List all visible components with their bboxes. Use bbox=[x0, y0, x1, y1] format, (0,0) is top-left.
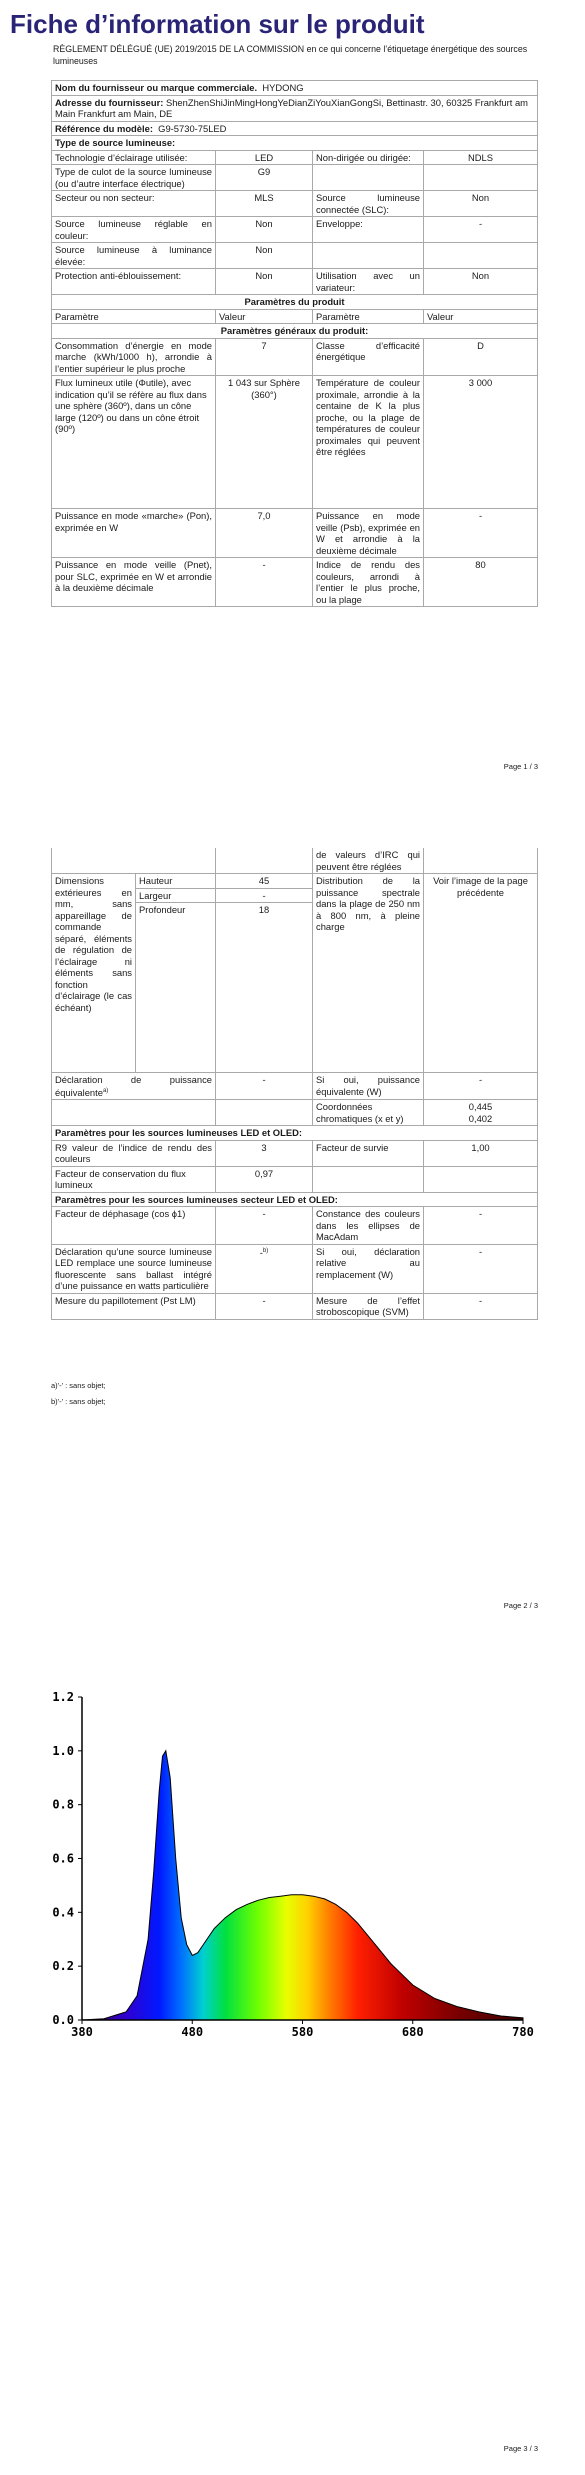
params-column-header-row bbox=[52, 309, 538, 324]
x-tick-label: 380 bbox=[71, 2025, 93, 2039]
chromaticity-x-value: 0,445 bbox=[468, 1101, 493, 1113]
technology-label: Technologie d’éclairage utilisée: bbox=[52, 150, 216, 165]
dimensions-row bbox=[52, 874, 538, 889]
supplier-name-row bbox=[52, 81, 538, 96]
cap-type-value: G9 bbox=[216, 165, 313, 191]
param-row bbox=[52, 1073, 538, 1100]
page-number-3: Page 3 / 3 bbox=[503, 2444, 538, 2453]
color-consistency-label: Constance des couleurs dans les ellipses de MacAdam bbox=[313, 1207, 424, 1245]
stroboscopic-value: - bbox=[424, 1293, 538, 1319]
param-row bbox=[52, 338, 538, 376]
cct-label: Température de couleur proximale, arrondie à la centaine de K la plus proche, ou la plage de températures de couleur proximales qui peuvent être réglées bbox=[313, 376, 424, 509]
envelope-value: - bbox=[424, 217, 538, 243]
y-tick-label: 0.6 bbox=[52, 1851, 74, 1866]
param-row bbox=[52, 1140, 538, 1166]
color-tunable-value: Non bbox=[216, 217, 313, 243]
equivalent-power-label: Déclaration de puissance équivalente bbox=[55, 1074, 212, 1098]
document-title: Fiche d’information sur le produit bbox=[10, 9, 425, 39]
dimmer-label: Utilisation avec un variateur: bbox=[313, 269, 424, 295]
cap-type-label: Type de culot de la source lumineuse (ou d’autre interface électrique) bbox=[52, 165, 216, 191]
y-tick-label: 0.2 bbox=[52, 1959, 74, 1974]
model-reference-label: Référence du modèle: bbox=[55, 122, 153, 134]
color-tunable-label: Source lumineuse réglable en couleur: bbox=[52, 217, 216, 243]
product-info-table-page2 bbox=[51, 848, 538, 1320]
on-mode-power-label: Puissance en mode «marche» (Pon), exprimée en W bbox=[52, 509, 216, 558]
cri-label-part2: de valeurs d’IRC qui peuvent être réglées bbox=[313, 848, 424, 874]
chromaticity-label: Coordonnées chromatiques (x et y) bbox=[313, 1100, 424, 1126]
high-luminance-value: Non bbox=[216, 243, 313, 269]
source-type-row bbox=[52, 191, 538, 217]
x-tick-label: 480 bbox=[181, 2025, 204, 2039]
dimmer-value: Non bbox=[424, 269, 538, 295]
footnote-b: b)'-' : sans objet; bbox=[51, 1397, 106, 1406]
general-params-heading: Paramètres généraux du produit: bbox=[52, 324, 538, 339]
supplier-address-value: ShenZhenShiJinMingHongYeDianZiYouXianGongSi, Bettinastr. 30, 60325 Frankfurt am Main Frankfurt am Main, DE bbox=[55, 96, 528, 119]
page-2 bbox=[0, 840, 585, 1630]
supplier-name-label: Nom du fournisseur ou marque commerciale. bbox=[55, 82, 258, 93]
flicker-value: - bbox=[216, 1293, 313, 1319]
flicker-label: Mesure du papillotement (Pst LM) bbox=[52, 1293, 216, 1319]
col-param-header: Paramètre bbox=[52, 309, 216, 324]
param-row bbox=[52, 376, 538, 509]
col-value-header: Valeur bbox=[216, 309, 313, 324]
spectral-distribution-label: Distribution de la puissance spectrale dans la plage de 250 nm à 800 nm, à pleine charge bbox=[313, 874, 424, 1073]
luminous-flux-label: Flux lumineux utile (Φutile), avec indication qu’il se réfère au flux dans une sphère (360º), dans un cône large (120º) ou dans un cône étroit (90º) bbox=[52, 376, 216, 509]
param-row bbox=[52, 509, 538, 558]
y-tick-label: 0.4 bbox=[52, 1905, 74, 1920]
power-factor-value: - bbox=[216, 1207, 313, 1245]
x-tick-label: 780 bbox=[512, 2025, 534, 2039]
depth-value: 18 bbox=[216, 903, 313, 1073]
y-tick-label: 0.8 bbox=[52, 1797, 74, 1812]
r9-label: R9 valeur de l’indice de rendu des couleurs bbox=[52, 1140, 216, 1166]
source-type-row bbox=[52, 165, 538, 191]
chromaticity-y-value: 0,402 bbox=[468, 1112, 493, 1124]
lumen-maintenance-label: Facteur de conservation du flux lumineux bbox=[52, 1166, 216, 1192]
spectral-distribution-value: Voir l’image de la page précédente bbox=[424, 874, 538, 1073]
page-number-1: Page 1 / 3 bbox=[503, 762, 538, 771]
standby-power-label: Puissance en mode veille (Psb), exprimée en W et arrondie à la deuxième décimale bbox=[313, 509, 424, 558]
width-label: Largeur bbox=[136, 888, 216, 903]
height-label: Hauteur bbox=[136, 874, 216, 889]
depth-label: Profondeur bbox=[136, 903, 216, 1073]
footnote-ref-a: a) bbox=[102, 1087, 109, 1094]
spectral-power-distribution-chart bbox=[0, 1680, 585, 2060]
fluorescent-replacement-label: Déclaration qu’une source lumineuse LED remplace une source lumineuse fluorescente sans ballast intégré d’une puissance en watts particulière bbox=[52, 1244, 216, 1293]
envelope-label: Enveloppe: bbox=[313, 217, 424, 243]
param-row bbox=[52, 848, 538, 874]
y-tick-label: 1.2 bbox=[52, 1690, 74, 1704]
source-type-row bbox=[52, 150, 538, 165]
footnotes bbox=[51, 1378, 106, 1410]
directional-label: Non-dirigée ou dirigée: bbox=[313, 150, 424, 165]
source-type-heading: Type de source lumineuse: bbox=[52, 136, 538, 151]
networked-standby-label: Puissance en mode veille (Pnet), pour SLC, exprimée en W et arrondie à la deuxième décimale bbox=[52, 558, 216, 607]
cri-label-part1: Indice de rendu des couleurs, arrondi à l’entier le plus proche, ou la plage bbox=[313, 558, 424, 607]
param-row bbox=[52, 1100, 538, 1126]
color-consistency-value: - bbox=[424, 1207, 538, 1245]
page-number-2: Page 2 / 3 bbox=[503, 1601, 538, 1610]
supplier-address-label: Adresse du fournisseur: bbox=[55, 96, 164, 108]
high-luminance-label: Source lumineuse à luminance élevée: bbox=[52, 243, 216, 269]
source-type-row bbox=[52, 269, 538, 295]
efficiency-class-value: D bbox=[424, 338, 538, 376]
on-mode-power-value: 7,0 bbox=[216, 509, 313, 558]
survival-factor-value: 1,00 bbox=[424, 1140, 538, 1166]
stroboscopic-label: Mesure de l’effet stroboscopique (SVM) bbox=[313, 1293, 424, 1319]
mains-label: Secteur ou non secteur: bbox=[52, 191, 216, 217]
x-tick-label: 580 bbox=[291, 2025, 314, 2039]
consumption-value: 7 bbox=[216, 338, 313, 376]
param-row bbox=[52, 558, 538, 607]
model-reference-row bbox=[52, 121, 538, 136]
regulation-text: RÈGLEMENT DÉLÉGUÉ (UE) 2019/2015 DE LA COMMISSION en ce qui concerne l’étiquetage énergétique des sources lumineuses bbox=[53, 44, 528, 66]
spectral-chart bbox=[0, 1680, 585, 2060]
power-factor-label: Facteur de déphasage (cos ϕ1) bbox=[52, 1207, 216, 1245]
dimensions-label: Dimensions extérieures en mm, sans appareillage de commande séparé, éléments de régulation de l’éclairage ni éléments sans fonction d’éclairage (le cas échéant) bbox=[52, 874, 136, 1073]
footnote-a: a)'-' : sans objet; bbox=[51, 1381, 106, 1390]
anti-glare-label: Protection anti-éblouissement: bbox=[52, 269, 216, 295]
spectrum-area bbox=[82, 1751, 523, 2020]
col-value-header-2: Valeur bbox=[424, 309, 538, 324]
model-reference-value: G9-5730-75LED bbox=[158, 122, 227, 134]
source-type-row bbox=[52, 217, 538, 243]
connected-label: Source lumineuse connectée (SLC): bbox=[313, 191, 424, 217]
supplier-name-value: HYDONG bbox=[262, 82, 304, 93]
height-value: 45 bbox=[216, 874, 313, 889]
supplier-address-row bbox=[52, 95, 538, 121]
mains-led-params-heading: Paramètres pour les sources lumineuses secteur LED et OLED: bbox=[52, 1192, 538, 1207]
efficiency-class-label: Classe d’efficacité énergétique bbox=[313, 338, 424, 376]
equivalent-power-value: - bbox=[216, 1073, 313, 1100]
equivalent-watts-value: - bbox=[424, 1073, 538, 1100]
cct-value: 3 000 bbox=[424, 376, 538, 509]
product-params-heading: Paramètres du produit bbox=[52, 295, 538, 310]
cri-value: 80 bbox=[424, 558, 538, 607]
fluorescent-replacement-value: - bbox=[259, 1246, 263, 1258]
page-1 bbox=[0, 0, 585, 780]
standby-power-value: - bbox=[424, 509, 538, 558]
lumen-maintenance-value: 0,97 bbox=[216, 1166, 313, 1192]
consumption-label: Consommation d’énergie en mode marche (kWh/1000 h), arrondie à l’entier supérieur le plus proche bbox=[52, 338, 216, 376]
directional-value: NDLS bbox=[424, 150, 538, 165]
source-type-row bbox=[52, 243, 538, 269]
connected-value: Non bbox=[424, 191, 538, 217]
width-value: - bbox=[216, 888, 313, 903]
product-info-table-page1 bbox=[51, 80, 538, 607]
anti-glare-value: Non bbox=[216, 269, 313, 295]
footnote-ref-b: b) bbox=[262, 1247, 269, 1254]
networked-standby-value: - bbox=[216, 558, 313, 607]
survival-factor-label: Facteur de survie bbox=[313, 1140, 424, 1166]
col-param-header-2: Paramètre bbox=[313, 309, 424, 324]
y-tick-label: 0.0 bbox=[52, 2013, 74, 2027]
replacement-watts-label: Si oui, déclaration relative au remplacement (W) bbox=[313, 1244, 424, 1293]
equivalent-watts-label: Si oui, puissance équivalente (W) bbox=[313, 1073, 424, 1100]
luminous-flux-value: 1 043 sur Sphère (360°) bbox=[216, 376, 313, 509]
mains-value: MLS bbox=[216, 191, 313, 217]
param-row bbox=[52, 1207, 538, 1245]
technology-value: LED bbox=[216, 150, 313, 165]
param-row bbox=[52, 1244, 538, 1293]
x-tick-label: 680 bbox=[401, 2025, 424, 2039]
y-tick-label: 1.0 bbox=[52, 1743, 74, 1758]
led-params-heading: Paramètres pour les sources lumineuses LED et OLED: bbox=[52, 1126, 538, 1141]
param-row bbox=[52, 1293, 538, 1319]
replacement-watts-value: - bbox=[424, 1244, 538, 1293]
r9-value: 3 bbox=[216, 1140, 313, 1166]
param-row bbox=[52, 1166, 538, 1192]
